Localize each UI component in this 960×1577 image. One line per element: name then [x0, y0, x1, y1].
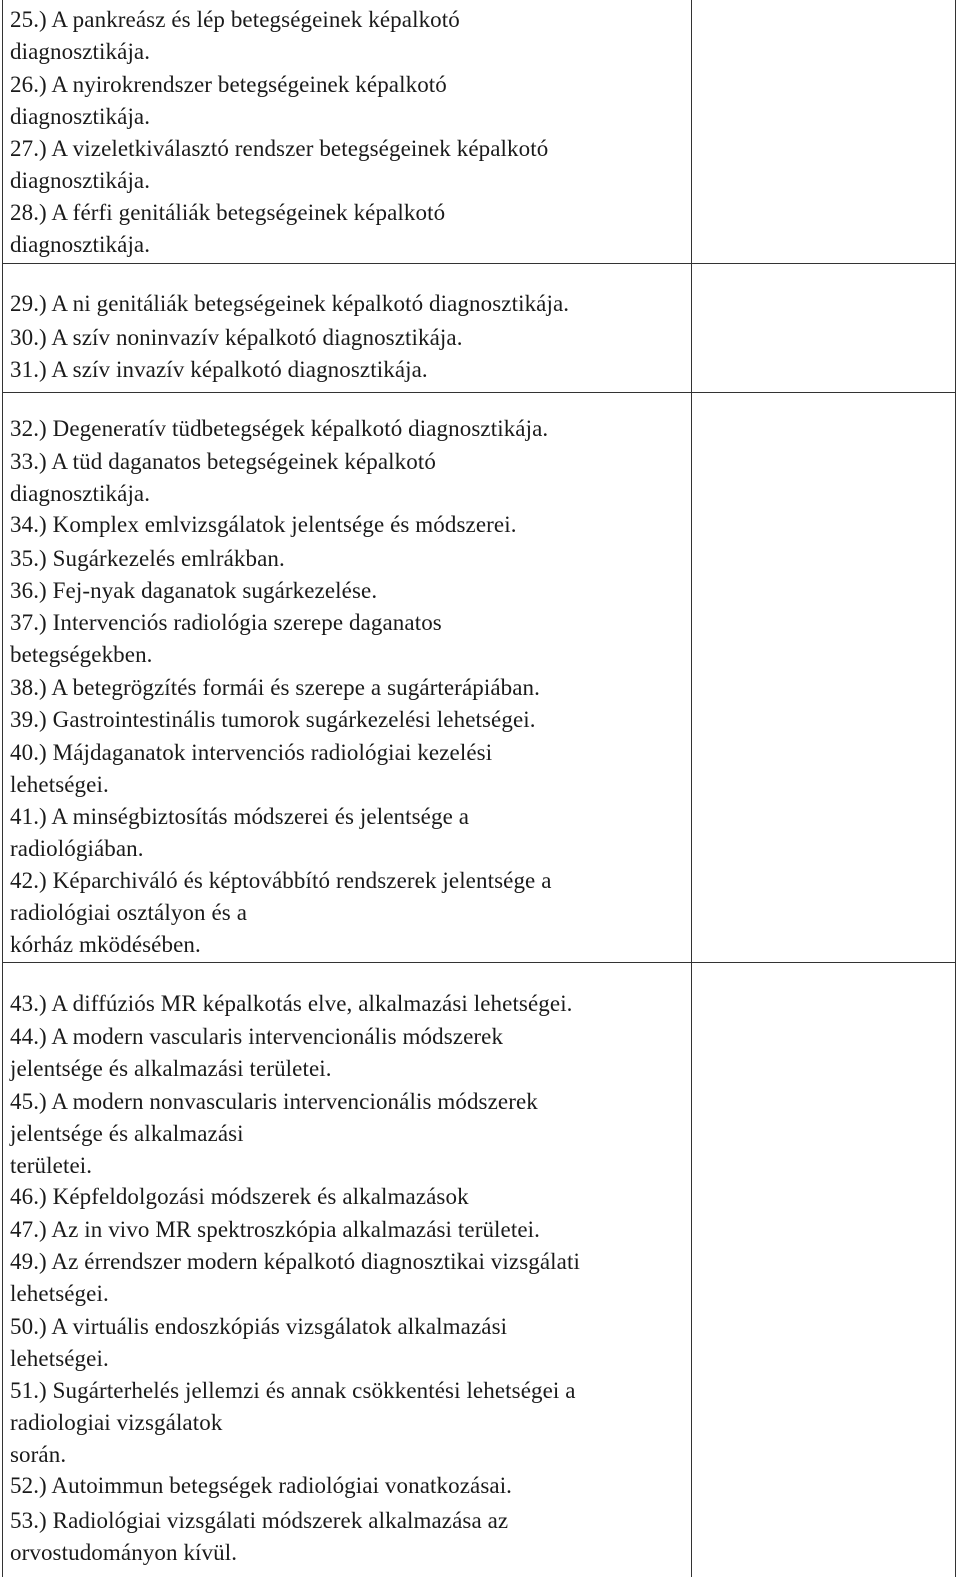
- list-item-text: lehetségei.: [10, 1346, 109, 1371]
- list-item: [10, 1311, 690, 1375]
- list-item-text: 27.) A vizeletkiválasztó rendszer betegségeinek képalkotó: [10, 136, 549, 161]
- list-item-text: 37.) Intervenciós radiológia szerepe daganatos: [10, 610, 442, 635]
- list-item-text: diagnosztikája.: [10, 104, 151, 129]
- list-item-text: 32.) Degeneratív tüdbetegségek képalkotó diagnosztikája.: [10, 416, 549, 441]
- list-item-text: kórház mködésében.: [10, 932, 201, 957]
- list-item-text: 46.) Képfeldolgozási módszerek és alkalmazások: [10, 1184, 469, 1209]
- list-item: [10, 1086, 690, 1182]
- list-item: [10, 4, 690, 68]
- list-item-text: 45.) A modern nonvascularis intervencionális módszerek: [10, 1089, 538, 1114]
- list-item: [10, 988, 690, 1020]
- list-item-text: 29.) A ni genitáliák betegségeinek képalkotó diagnosztikája.: [10, 291, 570, 316]
- list-item-text: radiologiai vizsgálatok: [10, 1410, 223, 1435]
- list-item: [10, 543, 690, 575]
- list-item: [10, 1375, 690, 1471]
- list-item-text: 34.) Komplex emlvizsgálatok jelentsége és módszerei.: [10, 512, 517, 537]
- list-item: [10, 575, 690, 607]
- list-item-text: 38.) A betegrögzítés formái és szerepe a sugárterápiában.: [10, 675, 541, 700]
- list-item: [10, 413, 690, 445]
- list-item-text: diagnosztikája.: [10, 481, 151, 506]
- list-item-text: diagnosztikája.: [10, 232, 151, 257]
- list-item: [10, 704, 690, 736]
- list-item: [10, 1246, 690, 1310]
- list-item-text: 35.) Sugárkezelés emlrákban.: [10, 546, 285, 571]
- list-item-text: radiológiában.: [10, 836, 144, 861]
- list-item-text: 53.) Radiológiai vizsgálati módszerek alkalmazása az: [10, 1508, 509, 1533]
- list-item: [10, 672, 690, 704]
- list-item-text: 41.) A minségbiztosítás módszerei és jelentsége a: [10, 804, 470, 829]
- list-item: [10, 446, 690, 510]
- column-divider: [691, 0, 692, 1577]
- list-item-text: 26.) A nyirokrendszer betegségeinek képalkotó: [10, 72, 447, 97]
- list-item: [10, 607, 690, 671]
- list-item: [10, 737, 690, 801]
- list-item: [10, 509, 690, 541]
- right-empty-column: [693, 0, 955, 1577]
- list-item-text: lehetségei.: [10, 1281, 109, 1306]
- list-item-text: 28.) A férfi genitáliák betegségeinek képalkotó: [10, 200, 446, 225]
- list-item-text: 40.) Májdaganatok intervenciós radiológiai kezelési: [10, 740, 493, 765]
- list-item-text: területei.: [10, 1153, 93, 1178]
- list-item-text: 43.) A diffúziós MR képalkotás elve, alkalmazási lehetségei.: [10, 991, 573, 1016]
- list-item-text: lehetségei.: [10, 772, 109, 797]
- list-item: [10, 1470, 690, 1502]
- list-item-text: radiológiai osztályon és a: [10, 900, 248, 925]
- list-item-text: során.: [10, 1442, 67, 1467]
- list-item: [10, 288, 690, 320]
- list-item-text: betegségekben.: [10, 642, 153, 667]
- list-item-text: 49.) Az érrendszer modern képalkotó diagnosztikai vizsgálati: [10, 1249, 580, 1274]
- list-item: [10, 133, 690, 197]
- list-item: [10, 1181, 690, 1213]
- list-item-text: jelentsége és alkalmazási: [10, 1121, 244, 1146]
- list-item-text: 25.) A pankreász és lép betegségeinek képalkotó: [10, 7, 460, 32]
- table-border-left: [2, 0, 3, 1577]
- list-item: [10, 801, 690, 865]
- list-item-text: orvostudományon kívül.: [10, 1540, 238, 1565]
- list-item-text: 50.) A virtuális endoszkópiás vizsgálatok alkalmazási: [10, 1314, 508, 1339]
- list-item: [10, 865, 690, 961]
- list-item-text: 44.) A modern vascularis intervencionális módszerek: [10, 1024, 504, 1049]
- list-item-text: 31.) A szív invazív képalkotó diagnosztikája.: [10, 357, 428, 382]
- table-border-right: [955, 0, 956, 1577]
- list-item-text: diagnosztikája.: [10, 168, 151, 193]
- list-item-text: 36.) Fej-nyak daganatok sugárkezelése.: [10, 578, 378, 603]
- list-item-text: 52.) Autoimmun betegségek radiológiai vonatkozásai.: [10, 1473, 513, 1498]
- list-item: [10, 1505, 690, 1569]
- list-item: [10, 1214, 690, 1246]
- list-item: [10, 322, 690, 354]
- list-item-text: 30.) A szív noninvazív képalkotó diagnosztikája.: [10, 325, 463, 350]
- list-item-text: jelentsége és alkalmazási területei.: [10, 1056, 332, 1081]
- list-item-text: 51.) Sugárterhelés jellemzi és annak csökkentési lehetségei a: [10, 1378, 576, 1403]
- list-item-text: 33.) A tüd daganatos betegségeinek képalkotó: [10, 449, 436, 474]
- list-item-text: diagnosztikája.: [10, 39, 151, 64]
- list-item: [10, 69, 690, 133]
- list-item-text: 42.) Képarchiváló és képtovábbító rendszerek jelentsége a: [10, 868, 552, 893]
- list-item: [10, 197, 690, 261]
- list-item-text: 39.) Gastrointestinális tumorok sugárkezelési lehetségei.: [10, 707, 536, 732]
- list-item: [10, 1021, 690, 1085]
- list-item-text: 47.) Az in vivo MR spektroszkópia alkalmazási területei.: [10, 1217, 540, 1242]
- list-item: [10, 354, 690, 386]
